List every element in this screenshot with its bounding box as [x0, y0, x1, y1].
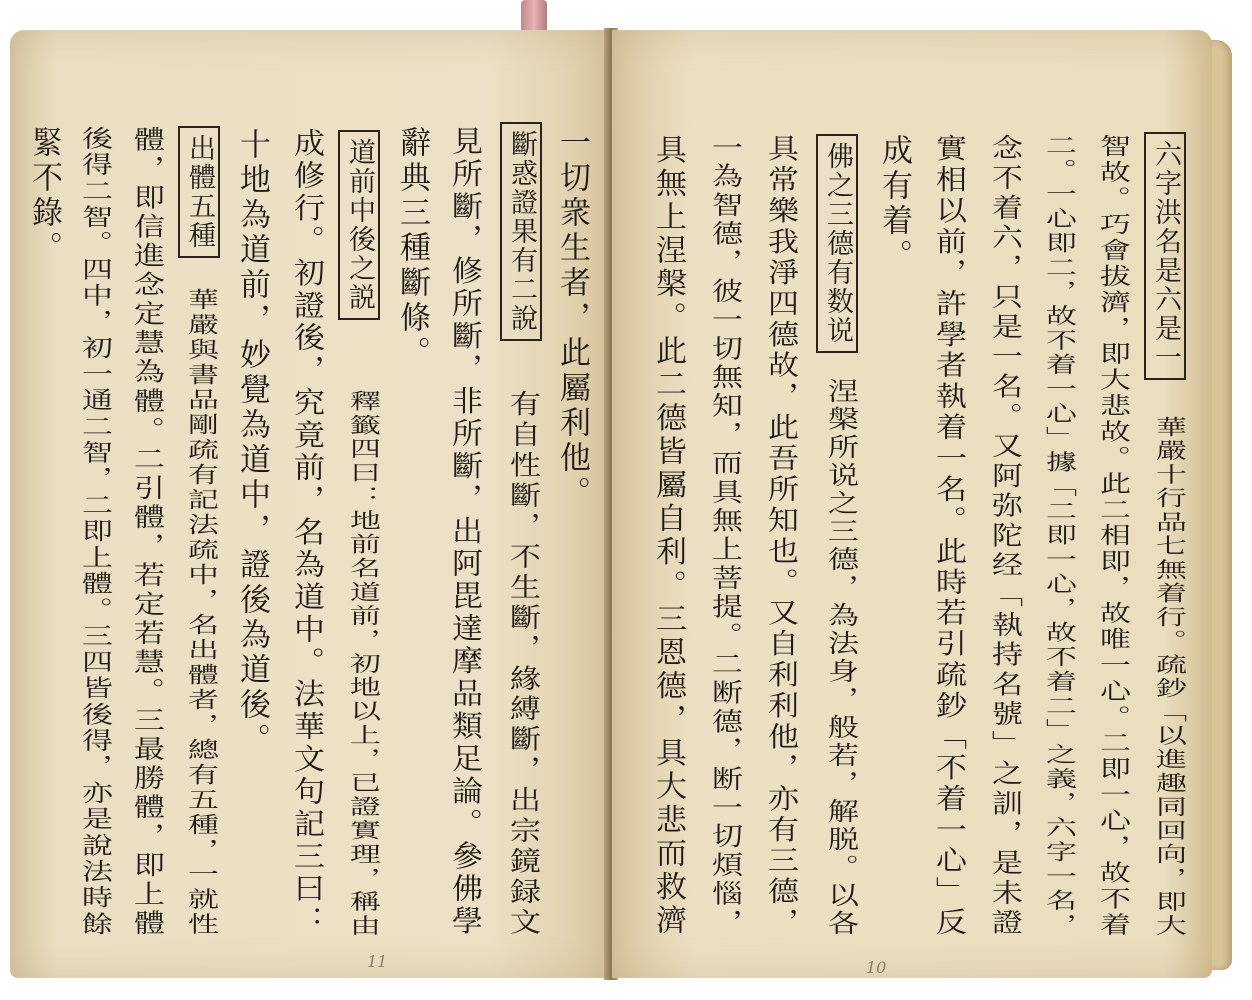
left-column-7: 十地為道前，妙覺為道中，證後為道後。 [234, 128, 270, 758]
right-column-7: 涅槃所说之三德，為法身，般若，解脱。以各 [822, 378, 858, 938]
left-column-10: 後得二智。四中，初一通二智，二即上體。三四皆後得，亦是說法時餘 [76, 126, 112, 938]
right-heading-1: 六字洪名是六是一 [1144, 132, 1186, 380]
right-column-5: 實相以前，許學者執着一名。此時若引疏鈔「不着一心」反 [930, 134, 966, 939]
left-page [10, 30, 608, 978]
left-column-5: 釋籤四曰：地前名道前，初地以上，已證實理，稱由 [344, 390, 380, 939]
left-column-2: 有自性斷，不生斷，緣縛斷，出宗鏡録文 [504, 390, 540, 939]
right-column-8: 具常樂我淨四德故，此吾所知也。又自利利他，亦有三德， [762, 134, 798, 939]
left-heading-3: 出體五種 [178, 126, 220, 258]
left-column-9: 體，即信進念定慧為體。二引體，若定若慧。三最勝體，即上體 [128, 126, 164, 939]
left-column-4: 辭典三種斷條。 [394, 126, 430, 371]
left-page-number: 11 [367, 952, 388, 971]
right-column-6: 成有着。 [876, 134, 912, 274]
left-column-6: 成修行。初證後，究竟前，名為道中。法華文句記三曰： [288, 128, 324, 939]
right-column-1: 華嚴十行品七無着行。疏鈔「以進趣同回向，即大 [1150, 416, 1186, 939]
right-heading-2: 佛之三德有数说 [816, 134, 858, 353]
left-column-1: 一切衆生者，此屬利他。 [554, 126, 590, 511]
right-column-2: 智故。巧會拔濟，即大悲故。此二相即，故唯一心。二即一心，故不着 [1094, 134, 1130, 938]
left-column-3: 見所斷，修所斷，非所斷，出阿毘達摩品類足論。參佛學 [446, 126, 482, 938]
left-heading-2: 道前中後之説 [338, 130, 380, 320]
right-page [612, 30, 1212, 978]
right-column-9: 一為智德，彼一切無知，而具無上菩提。二断德，断一切煩惱， [706, 134, 742, 938]
left-column-11: 緊不錄。 [26, 126, 62, 266]
right-column-10: 具無上涅槃。此二德皆屬自利。三恩德，具大悲而救濟 [650, 134, 686, 938]
left-heading-1: 斷惑證果有二說 [500, 122, 542, 341]
right-column-4: 念不着六，只是一名。又阿弥陀经「執持名號」之訓，是未證 [986, 134, 1022, 939]
left-column-8: 華嚴與書品剛疏有記法疏中，名出體者，總有五種，一就性 [182, 288, 218, 938]
right-column-3: 二。一心即二，故不着一心」據「二即一心，故不着二」之義，六字一名， [1040, 134, 1076, 938]
right-page-number: 10 [866, 958, 887, 977]
